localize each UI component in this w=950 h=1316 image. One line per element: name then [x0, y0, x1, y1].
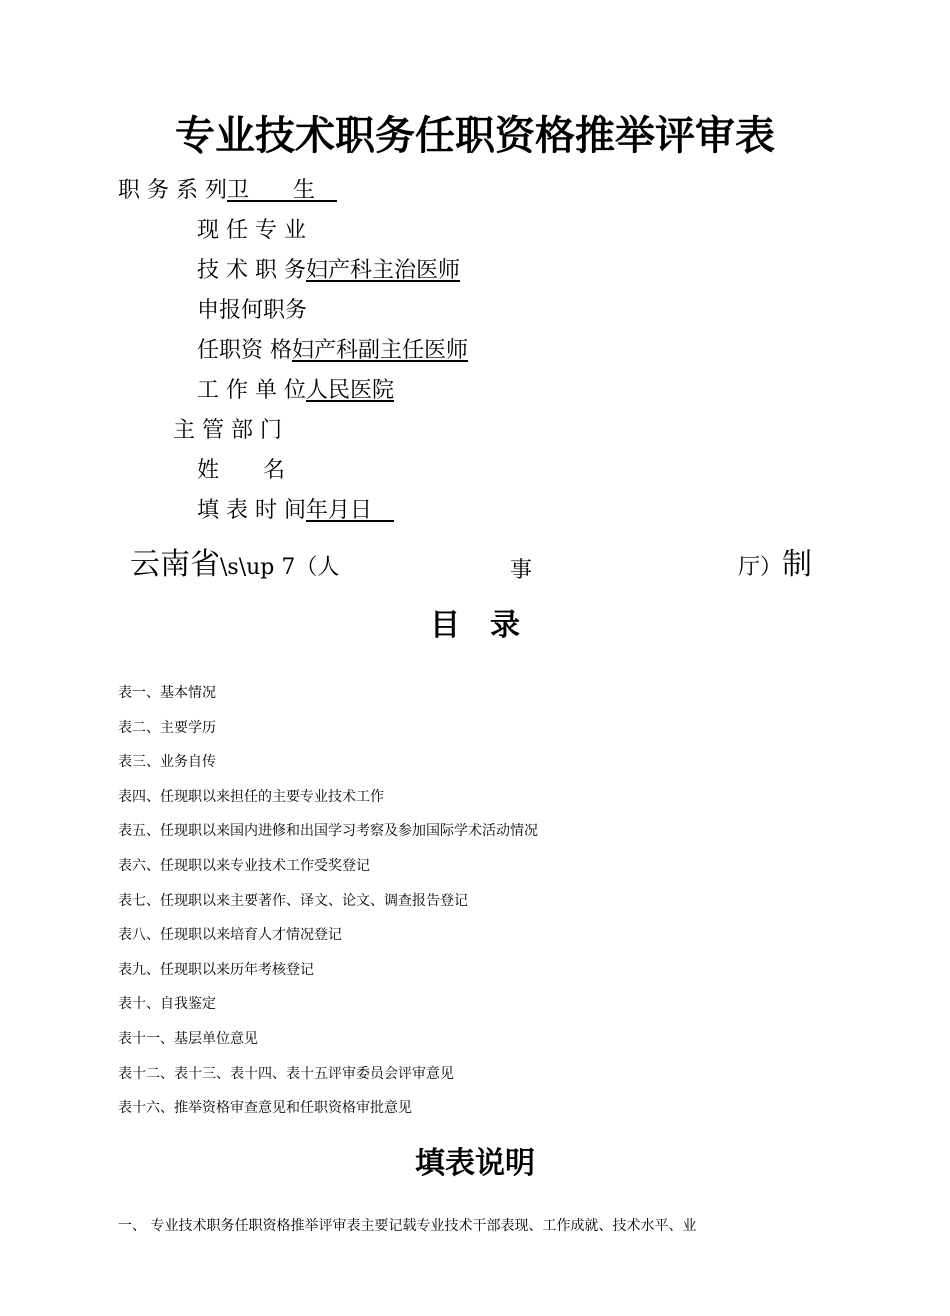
field-series-value[interactable]: 卫 生	[226, 178, 337, 203]
toc-item: 表一、基本情况	[118, 685, 216, 701]
field-apply-position	[197, 296, 307, 326]
field-tech-position-value[interactable]: 妇产科主治医师	[305, 258, 460, 283]
field-qualification	[197, 336, 468, 366]
field-department	[173, 416, 282, 446]
field-fill-time	[197, 496, 394, 526]
field-current-major-label: 现 任 专 业	[197, 218, 306, 243]
field-work-unit-value[interactable]: 人民医院	[305, 378, 394, 403]
field-name	[197, 456, 285, 486]
field-current-major	[197, 216, 306, 246]
publisher-prefix	[130, 547, 339, 586]
field-work-unit	[197, 376, 394, 406]
toc-item: 表六、任现职以来专业技术工作受奖登记	[118, 858, 370, 874]
toc-item: 表八、任现职以来培育人才情况登记	[118, 927, 342, 943]
field-tech-position-label: 技 术 职 务	[197, 258, 306, 283]
field-series	[118, 176, 337, 206]
toc-item: 表九、任现职以来历年考核登记	[118, 962, 314, 978]
publisher-middle: 事	[510, 558, 533, 583]
field-fill-time-label: 填 表 时 间	[197, 498, 306, 523]
field-series-label: 职 务 系 列	[118, 178, 227, 203]
field-department-label: 主 管 部 门	[173, 418, 282, 443]
field-fill-time-value[interactable]: 年月日	[305, 498, 394, 523]
toc-item: 表二、主要学历	[118, 720, 216, 736]
toc-item: 表四、任现职以来担任的主要专业技术工作	[118, 789, 384, 805]
toc-item: 表十一、基层单位意见	[118, 1031, 258, 1047]
toc-heading: 目 录	[430, 608, 520, 643]
publisher-field-code: \s\up 7（人	[220, 555, 340, 580]
toc-item: 表十、自我鉴定	[118, 996, 216, 1012]
field-name-label: 姓 名	[197, 458, 286, 483]
field-apply-position-label: 申报何职务	[197, 298, 308, 323]
toc-item: 表七、任现职以来主要著作、译文、论文、调查报告登记	[118, 893, 468, 909]
instructions-heading: 填表说明	[415, 1146, 535, 1181]
publisher-province: 云南省	[130, 547, 220, 582]
toc-item: 表十六、推举资格审查意见和任职资格审批意见	[118, 1100, 412, 1116]
toc-item: 表十二、表十三、表十四、表十五评审委员会评审意见	[118, 1066, 454, 1082]
toc-item: 表五、任现职以来国内进修和出国学习考察及参加国际学术活动情况	[118, 823, 538, 839]
field-qualification-label: 任职资 格	[197, 338, 292, 363]
publisher-suffix	[738, 547, 812, 586]
field-tech-position	[197, 256, 460, 286]
field-work-unit-label: 工 作 单 位	[197, 378, 306, 403]
publisher-made: 制	[782, 547, 813, 582]
instructions-item-1: 一、 专业技术职务任职资格推举评审表主要记载专业技术干部表现、工作成就、技术水平、业	[118, 1218, 697, 1234]
toc-item: 表三、业务自传	[118, 754, 216, 770]
document-title: 专业技术职务任职资格推举评审表	[175, 112, 775, 159]
publisher-dept: 厅）	[738, 555, 783, 580]
field-qualification-value[interactable]: 妇产科副主任医师	[292, 338, 469, 363]
